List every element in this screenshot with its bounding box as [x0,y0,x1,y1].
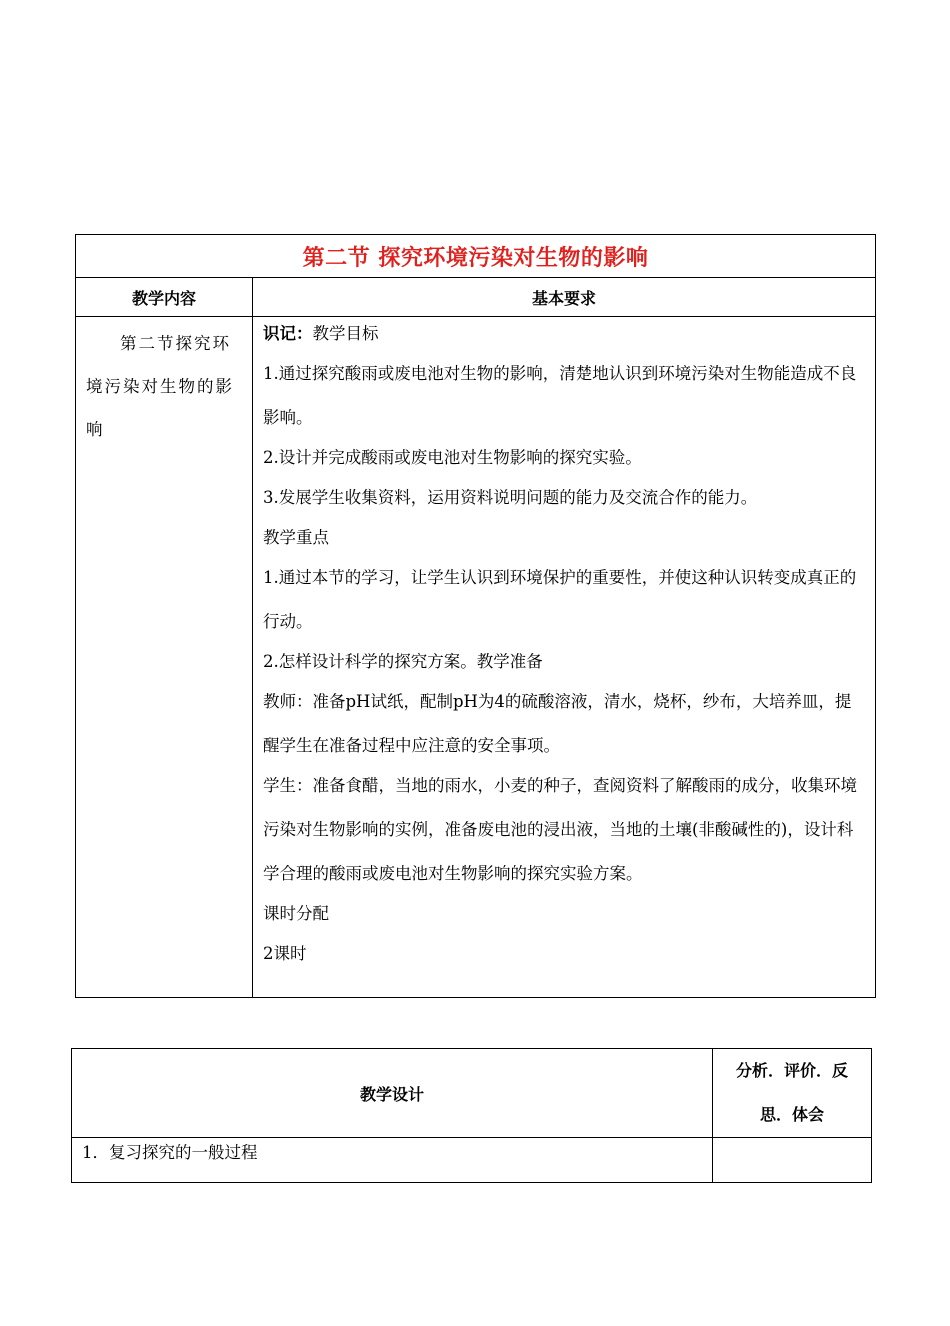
title-cell [76,235,876,278]
analysis-header-text: 分析．评价．反思．体会 [735,1061,848,1124]
design-row-1: 1．复习探究的一般过程 [72,1138,713,1183]
content-header: 教学内容 [76,278,253,317]
objective-2: 2.设计并完成酸雨或废电池对生物影响的探究实验。 [263,448,642,467]
design-table [71,1048,872,1183]
key-point-1: 1.通过本节的学习，让学生认识到环境保护的重要性，并使这种认识转变成真正的行动。 [263,568,857,631]
requirements-cell [253,317,876,998]
analysis-row-1 [713,1138,872,1183]
lesson-table [75,234,876,998]
content-text: 第二节探究环境污染对生物的影响 [86,334,234,439]
page-title: 第二节 探究环境污染对生物的影响 [302,245,649,271]
design-header: 教学设计 [72,1049,713,1138]
schedule-heading: 课时分配 [263,904,329,923]
requirements-header: 基本要求 [253,278,876,317]
analysis-header [713,1049,872,1138]
key-points-heading: 教学重点 [263,528,329,547]
schedule-value: 2课时 [263,944,307,963]
content-cell [76,317,253,998]
objective-1: 1.通过探究酸雨或废电池对生物的影响，清楚地认识到环境污染对生物能造成不良影响。 [263,364,857,427]
key-point-2: 2.怎样设计科学的探究方案。教学准备 [263,652,543,671]
student-prep: 学生：准备食醋，当地的雨水，小麦的种子，查阅资料了解酸雨的成分，收集环境污染对生物影响的实例，准备废电池的浸出液，当地的土壤(非酸碱性的)，设计科学合理的酸雨或废电池对生物影响的探究实验方案。 [263,776,857,883]
objective-3: 3.发展学生收集资料，运用资料说明问题的能力及交流合作的能力。 [263,488,758,507]
teacher-prep: 教师：准备pH试纸，配制pH为4的硫酸溶液，清水，烧杯，纱布，大培养皿，提醒学生在准备过程中应注意的安全事项。 [263,692,852,755]
objectives-heading: 识记：教学目标 [263,324,379,343]
